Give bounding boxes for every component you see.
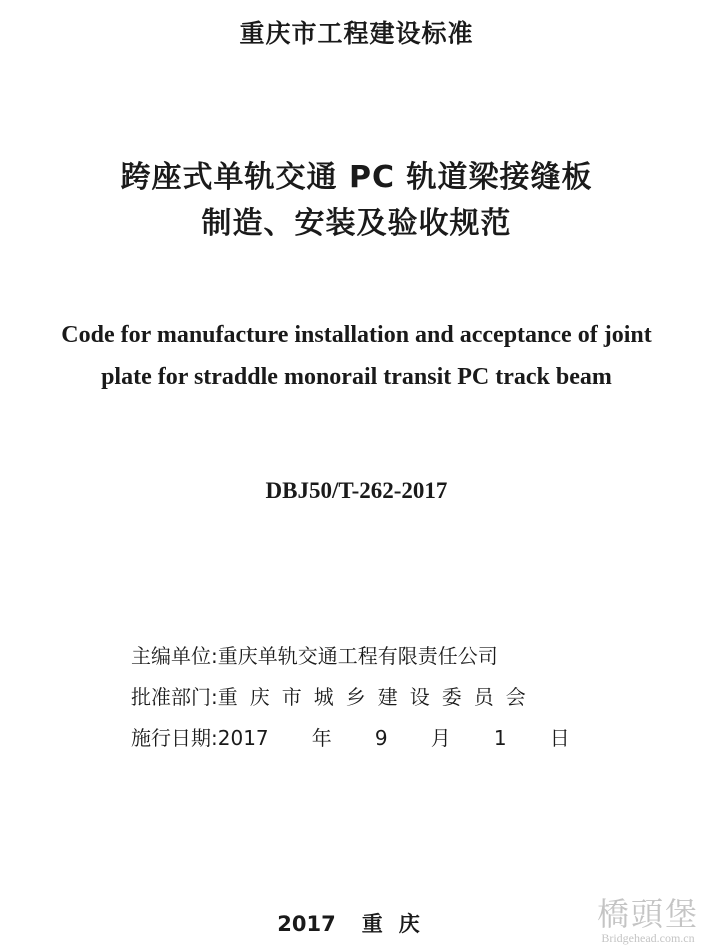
approver-value: 重庆市城乡建设委员会 — [217, 685, 538, 709]
effective-date — [218, 724, 570, 752]
title-english-line-2: plate for straddle monorail transit PC track beam — [101, 364, 612, 390]
publication-year: 2017 — [277, 912, 336, 936]
effective-year-unit: 年 — [311, 726, 332, 750]
standard-code: DBJ50/T-262-2017 — [265, 478, 448, 503]
effective-month: 9 — [374, 726, 388, 750]
watermark-url: Bridgehead.com.cn — [601, 931, 695, 945]
series-title: 重庆市工程建设标准 — [239, 19, 474, 48]
effective-day: 1 — [493, 726, 507, 750]
title-chinese-line-1: 跨座式单轨交通 PC 轨道梁接缝板 — [120, 160, 593, 195]
effective-month-unit: 月 — [430, 726, 451, 750]
editor-row — [131, 642, 591, 670]
publication-city: 重庆 — [361, 912, 436, 936]
approver-row — [131, 683, 591, 711]
title-english-line-1: Code for manufacture installation and acceptance of joint — [61, 322, 652, 348]
effective-date-row — [131, 724, 591, 752]
effective-day-unit: 日 — [549, 726, 570, 750]
watermark-text: 橋頭堡 — [596, 895, 699, 933]
effective-year: 2017 — [217, 726, 269, 750]
editor-value: 重庆单轨交通工程有限责任公司 — [217, 644, 498, 668]
approver-label: 批准部门: — [131, 685, 218, 709]
effective-label: 施行日期: — [131, 726, 218, 750]
title-chinese-line-2: 制造、安装及验收规范 — [201, 206, 512, 241]
editor-label: 主编单位: — [131, 644, 218, 668]
watermark-logo — [597, 896, 699, 944]
